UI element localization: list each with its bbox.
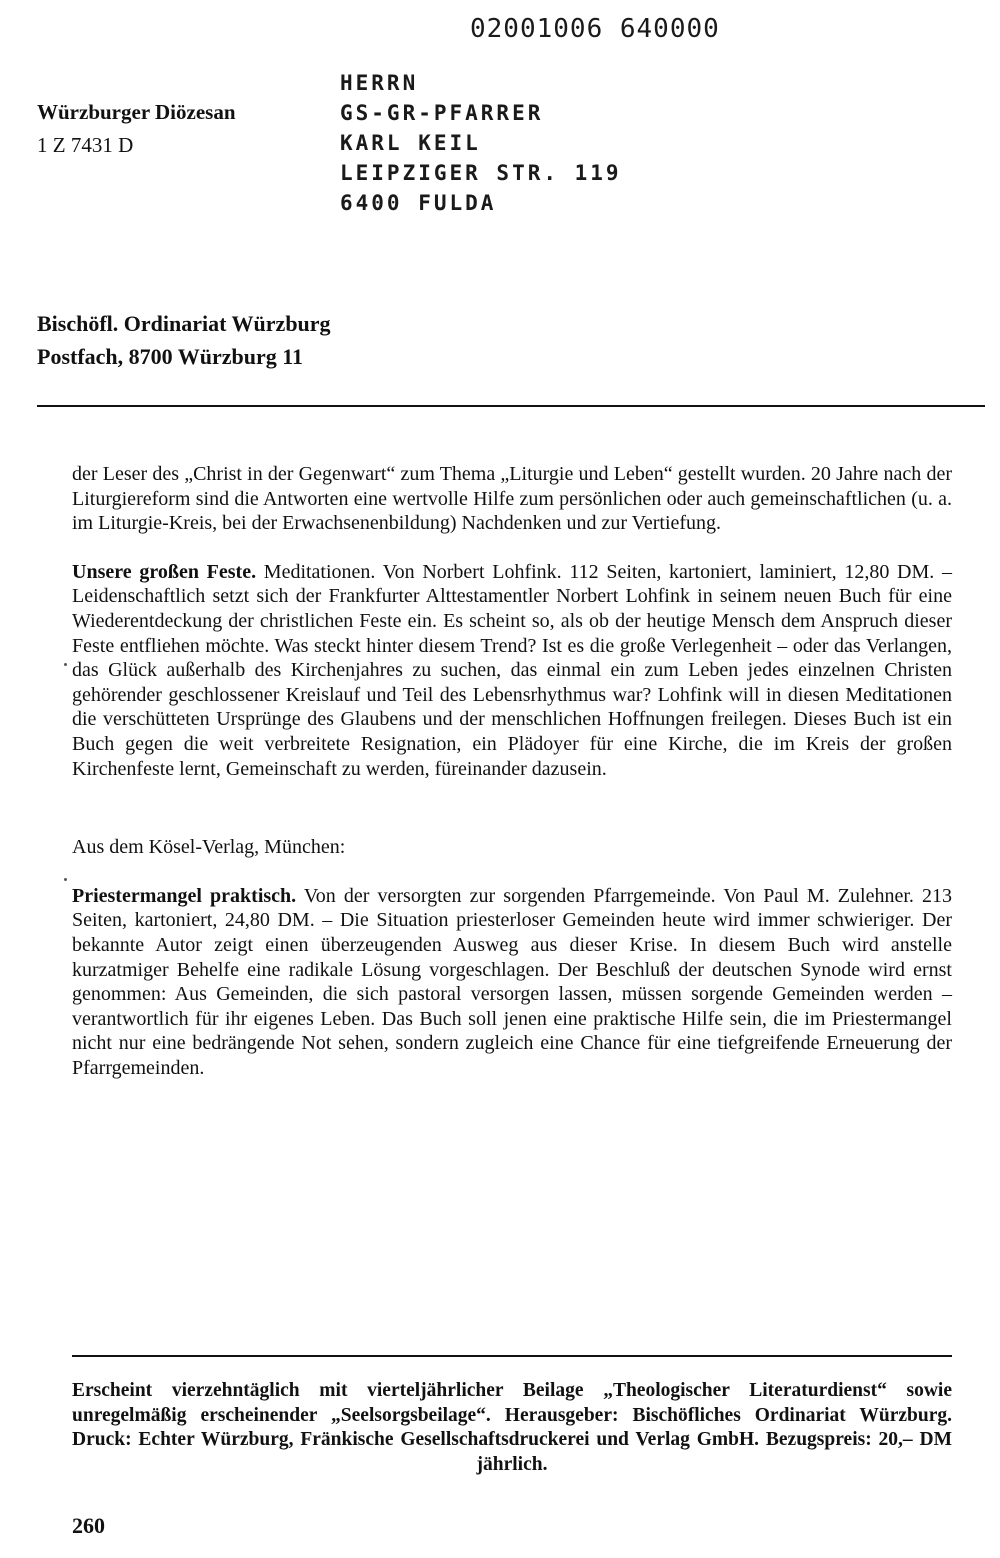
- main-text-column: [72, 462, 952, 1080]
- paragraph-spacer: [72, 860, 952, 884]
- mailing-code: 02001006 640000: [470, 14, 720, 44]
- scan-speck: [64, 663, 67, 666]
- book-title-feste: Unsere großen Feste.: [72, 560, 257, 583]
- address-line: KARL KEIL: [340, 131, 481, 155]
- address-line: 6400 FULDA: [340, 191, 497, 215]
- book-description-feste: Meditationen. Von Norbert Lohfink. 112 Seiten, kartoniert, laminiert, 12,80 DM. – Leidenschaftlich setzt sich der Frankfurter Alttestamentler Norbert Lohfink in seinem neuen Buch für eine Wiederentdeckung der christlichen Feste ein. Es scheint so, als ob der heutige Mensch dem Anspruch dieser Feste entfliehen möchte. Was steckt hinter diesem Trend? Ist es die große Verlegenheit – oder das Verlangen, das Glück außerhalb des Kirchenjahres zu suchen, das einmal ein zum Leben jedes einzelnen Christen gehörender geschlossener Kreislauf und Teil des Lebensrhythmus war? Lohfink will in diesen Meditationen die verschütteten Ursprünge des Glaubens und der menschlichen Hoffnungen freilegen. Dieses Buch ist ein Buch gegen die weit verbreitete Resignation, ein Plädoyer für eine Kirche, die im Kreis der großen Kirchenfeste lernt, Gemeinschaft zu werden, füreinander dazusein.: [72, 560, 952, 780]
- scan-speck: [64, 878, 67, 881]
- address-line: LEIPZIGER STR. 119: [340, 161, 622, 185]
- paragraph-spacer: [72, 781, 952, 835]
- masthead-title: Würzburger Diözesan: [37, 100, 236, 124]
- sender-postbox: Postfach, 8700 Würzburg 11: [37, 344, 304, 369]
- bottom-divider: [72, 1355, 952, 1357]
- top-divider: [37, 405, 985, 407]
- intro-paragraph: der Leser des „Christ in der Gegenwart“ zum Thema „Liturgie und Leben“ gestellt wurden. 20 Jahre nach der Liturgiereform sind die Antworten eine wertvolle Hilfe zum persönlichen oder auch gemeinschaftlichen (u. a. im Liturgie-Kreis, bei der Erwachsenenbildung) Nachdenken und zur Vertiefung.: [72, 463, 952, 535]
- publisher-heading: Aus dem Kösel-Verlag, München:: [72, 836, 346, 859]
- address-block: [340, 68, 622, 218]
- book-description-priestermangel: Von der versorgten zur sorgenden Pfarrgemeinde. Von Paul M. Zulehner. 213 Seiten, kartoniert, 24,80 DM. – Die Situation priesterloser Gemeinden heute wird immer schwieriger. Der bekannte Autor zeigt einen überzeugenden Ausweg aus dieser Krise. In diesem Buch wird anstelle kurzatmiger Behelfe eine radikale Lösung vorgeschlagen. Der Beschluß der deutschen Synode wird ernst genommen: Aus Gemeinden, die sich pastoral versorgen lassen, müssen sorgende Gemeinden werden – verantwortlich für ihr eigenes Leben. Das Buch soll jenen eine praktische Hilfe sein, die im Priestermangel nicht nur eine bedrängende Not sehen, sondern zugleich eine Chance für eine tiefgreifende Erneuerung der Pfarrgemeinden.: [72, 884, 952, 1079]
- book-entry-feste: [72, 560, 952, 781]
- book-entry-priestermangel: [72, 884, 952, 1081]
- address-line: HERRN: [340, 71, 419, 95]
- page-number: 260: [72, 1513, 105, 1538]
- publication-note: Erscheint vierzehntäglich mit vierteljährlicher Beilage „Theologischer Literaturdienst“ sowie unregelmäßig erscheinender „Seelsorgsbeilage“. Herausgeber: Bischöfliches Ordinariat Würzburg. Druck: Echter Würzburg, Fränkische Gesellschaftsdruckerei und Verlag GmbH. Bezugspreis: 20,– DM jährlich.: [72, 1380, 952, 1475]
- address-line: GS-GR-PFARRER: [340, 101, 544, 125]
- masthead-code: 1 Z 7431 D: [37, 133, 134, 157]
- book-title-priestermangel: Priestermangel praktisch.: [72, 884, 297, 907]
- sender-name: Bischöfl. Ordinariat Würzburg: [37, 311, 331, 336]
- paragraph-spacer: [72, 536, 952, 560]
- sender-block: [37, 307, 331, 373]
